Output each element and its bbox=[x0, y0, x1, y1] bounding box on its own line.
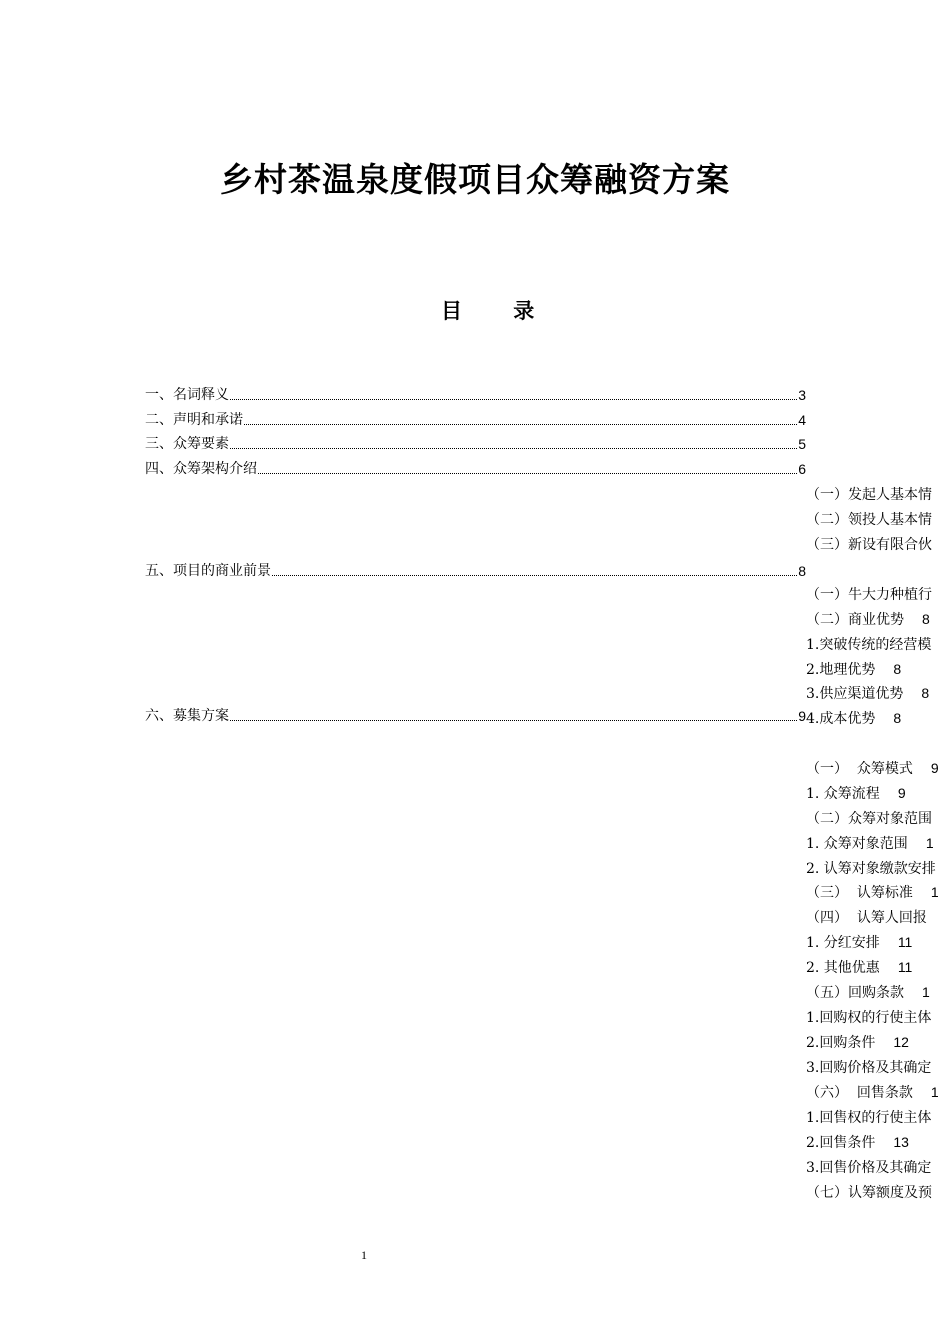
toc-subentry-label: 1. 众筹对象范围 bbox=[806, 836, 908, 852]
toc-subentry[interactable] bbox=[806, 1081, 939, 1103]
toc-subentry-label: （七）认筹额度及预 bbox=[806, 1185, 932, 1201]
toc-entry-label: 四、众筹架构介绍 bbox=[145, 461, 257, 477]
dot-leader bbox=[230, 720, 797, 721]
toc-subentry-label: 1. 分红安排 bbox=[806, 935, 880, 951]
toc-subentry[interactable] bbox=[806, 981, 930, 1003]
toc-entry[interactable] bbox=[145, 385, 806, 405]
toc-subentry-label: 2.地理优势 bbox=[806, 662, 876, 678]
page-number: 1 bbox=[361, 1248, 367, 1262]
toc-subentry[interactable] bbox=[806, 1006, 949, 1028]
toc-subentry-page: 1 bbox=[925, 835, 934, 851]
toc-entry-page: 5 bbox=[798, 436, 806, 452]
toc-subentry-page: 8 bbox=[921, 685, 930, 701]
toc-subentry[interactable] bbox=[806, 533, 950, 555]
toc-subentry[interactable] bbox=[806, 1031, 909, 1053]
toc-entry-label: 五、项目的商业前景 bbox=[145, 563, 271, 579]
toc-subentry[interactable] bbox=[806, 931, 912, 953]
toc-subentry-label: 2. 认筹对象缴款安排 bbox=[806, 861, 936, 877]
toc-subentry-label: （二）商业优势 bbox=[806, 612, 904, 628]
toc-subentry[interactable] bbox=[806, 906, 945, 928]
toc-subentry[interactable] bbox=[806, 956, 912, 978]
toc-subentry[interactable] bbox=[806, 782, 906, 804]
toc-subentry[interactable] bbox=[806, 1056, 949, 1078]
toc-subentry[interactable] bbox=[806, 583, 950, 605]
toc-subentry[interactable] bbox=[806, 881, 939, 903]
toc-subentry[interactable] bbox=[806, 757, 939, 779]
toc-subentry[interactable] bbox=[806, 807, 950, 829]
toc-subentry[interactable] bbox=[806, 1106, 949, 1128]
toc-entry-page: 6 bbox=[798, 461, 806, 477]
toc-subentry[interactable] bbox=[806, 633, 949, 655]
dot-leader bbox=[230, 399, 797, 400]
toc-subentry-label: （五）回购条款 bbox=[806, 985, 904, 1001]
toc-entry-label: 六、募集方案 bbox=[145, 708, 229, 724]
toc-subentry[interactable] bbox=[806, 658, 901, 680]
toc-subentry-label: （四） 认筹人回报 bbox=[806, 910, 927, 926]
toc-subentry-label: （二）领投人基本情 bbox=[806, 512, 932, 528]
toc-subentry-page: 11 bbox=[897, 934, 913, 950]
toc-subentry-label: （三） 认筹标准 bbox=[806, 885, 913, 901]
toc-subentry-label: 1.回售权的行使主体 bbox=[806, 1110, 932, 1126]
toc-subentry[interactable] bbox=[806, 1156, 949, 1178]
toc-subentry-page: 8 bbox=[922, 611, 930, 627]
toc-subentry[interactable] bbox=[806, 608, 930, 630]
toc-heading: 目 录 bbox=[441, 298, 557, 323]
toc-entry[interactable] bbox=[145, 434, 806, 454]
toc-entry-label: 三、众筹要素 bbox=[145, 436, 229, 452]
toc-entry-page: 8 bbox=[798, 563, 806, 579]
document-title: 乡村茶温泉度假项目众筹融资方案 bbox=[220, 160, 730, 199]
toc-entry[interactable] bbox=[145, 706, 806, 726]
toc-entry[interactable] bbox=[145, 459, 806, 479]
dot-leader bbox=[230, 448, 797, 449]
toc-subentry-page: 1 bbox=[930, 884, 939, 900]
toc-subentry[interactable] bbox=[806, 832, 934, 854]
toc-subentry-label: （二）众筹对象范围 bbox=[806, 811, 932, 827]
toc-subentry[interactable] bbox=[806, 682, 929, 704]
toc-subentry-label: 4.成本优势 bbox=[806, 711, 876, 727]
toc-subentry-page: 9 bbox=[897, 785, 906, 801]
toc-subentry-label: （三）新设有限合伙 bbox=[806, 537, 932, 553]
toc-subentry[interactable] bbox=[806, 1131, 909, 1153]
toc-subentry-label: 1. 众筹流程 bbox=[806, 786, 880, 802]
toc-subentry-page: 8 bbox=[893, 710, 902, 726]
toc-entry[interactable] bbox=[145, 410, 806, 430]
toc-entry-page: 3 bbox=[798, 387, 806, 403]
toc-subentry-page: 1 bbox=[930, 1084, 939, 1100]
toc-subentry-label: 3.供应渠道优势 bbox=[806, 686, 904, 702]
toc-entry-label: 二、声明和承诺 bbox=[145, 412, 243, 428]
toc-entry-page: 9 bbox=[798, 708, 806, 724]
toc-subentry[interactable] bbox=[806, 1181, 950, 1203]
toc-subentry-label: 2. 其他优惠 bbox=[806, 960, 880, 976]
toc-subentry-label: 1.回购权的行使主体 bbox=[806, 1010, 932, 1026]
toc-subentry-label: 1.突破传统的经营模 bbox=[806, 637, 932, 653]
toc-subentry-label: （一）发起人基本情 bbox=[806, 487, 932, 503]
dot-leader bbox=[244, 424, 797, 425]
toc-subentry-label: （一）牛大力种植行 bbox=[806, 587, 932, 603]
toc-subentry-label: （六） 回售条款 bbox=[806, 1085, 913, 1101]
toc-subentry-page: 1 bbox=[922, 984, 930, 1000]
toc-subentry[interactable] bbox=[806, 483, 950, 505]
toc-subentry-page: 13 bbox=[893, 1134, 909, 1150]
toc-subentry-label: 3.回购价格及其确定 bbox=[806, 1060, 932, 1076]
toc-subentry-page: 8 bbox=[893, 661, 902, 677]
toc-subentry[interactable] bbox=[806, 508, 950, 530]
toc-subentry-label: 3.回售价格及其确定 bbox=[806, 1160, 932, 1176]
dot-leader bbox=[258, 473, 797, 474]
toc-entry-label: 一、名词释义 bbox=[145, 387, 229, 403]
toc-subentry[interactable] bbox=[806, 857, 950, 879]
toc-subentry-label: 2.回购条件 bbox=[806, 1035, 876, 1051]
toc-subentry-label: （一） 众筹模式 bbox=[806, 761, 913, 777]
toc-subentry-label: 2.回售条件 bbox=[806, 1135, 876, 1151]
toc-subentry[interactable] bbox=[806, 707, 901, 729]
dot-leader bbox=[272, 575, 797, 576]
toc-subentry-page: 11 bbox=[897, 959, 913, 975]
toc-entry[interactable] bbox=[145, 561, 806, 581]
toc-subentry-page: 9 bbox=[930, 760, 939, 776]
toc-entry-page: 4 bbox=[798, 412, 806, 428]
toc-subentry-page: 12 bbox=[893, 1034, 909, 1050]
